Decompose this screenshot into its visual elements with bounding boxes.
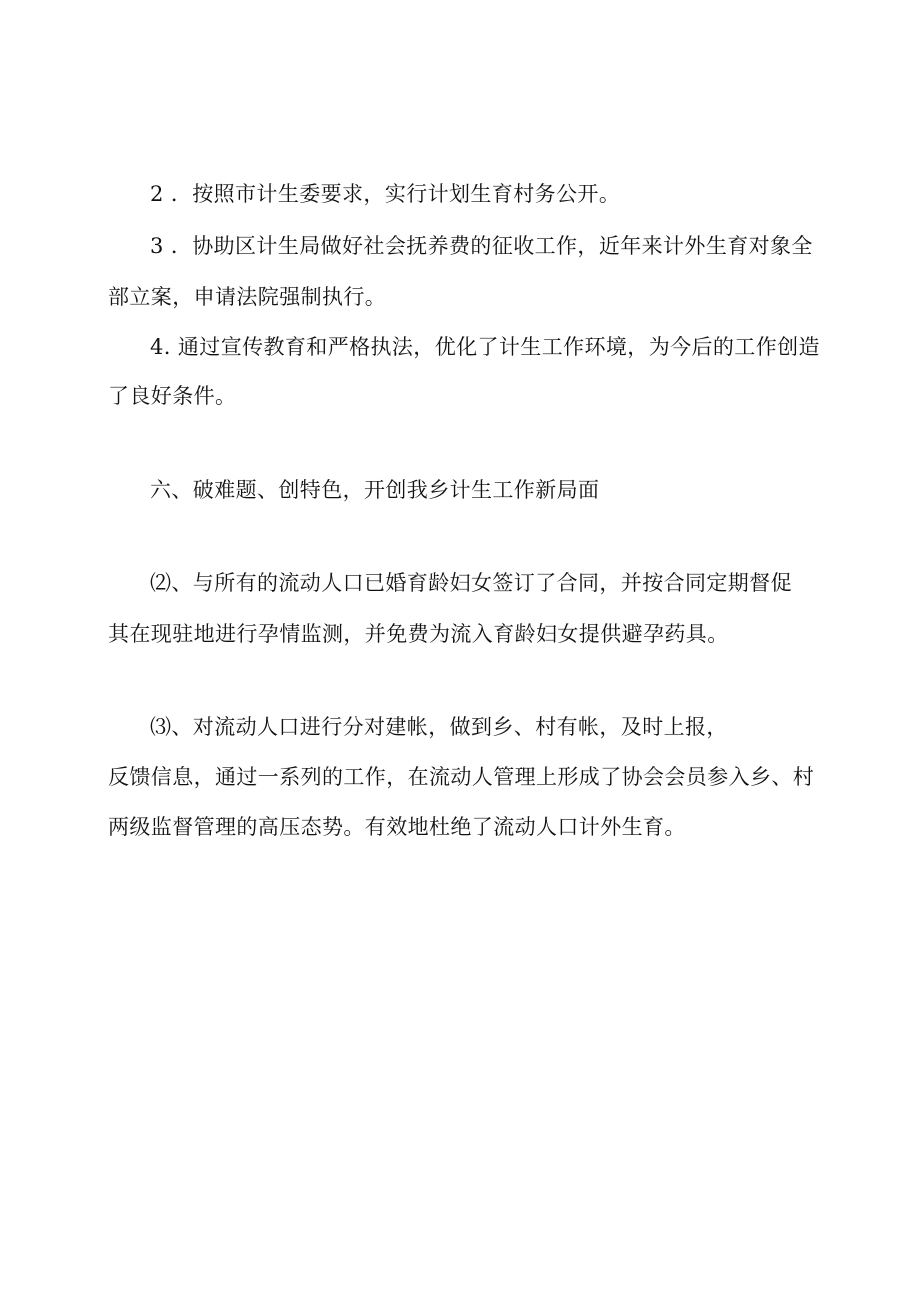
paragraph-3-line-2: 反馈信息，通过一系列的工作，在流动人管理上形成了协会会员参入乡、村 bbox=[108, 765, 815, 789]
paragraph-2-line-2: 其在现驻地进行孕情监测，并免费为流入育龄妇女提供避孕药具。 bbox=[108, 622, 729, 646]
paragraph-3-line-3: 两级监督管理的高压态势。有效地杜绝了流动人口计外生育。 bbox=[108, 815, 686, 839]
paragraph-item-2-line-1: 2 ．按照市计生委要求，实行计划生育村务公开。 bbox=[150, 182, 621, 206]
paragraph-item-4-line-1: 4. 通过宣传教育和严格执法，优化了计生工作环境，为今后的工作创造 bbox=[150, 335, 820, 359]
paragraph-item-3-line-1: 3 ．协助区计生局做好社会抚养费的征收工作，近年来计外生育对象全 bbox=[150, 234, 813, 258]
paragraph-2-line-1: ⑵、与所有的流动人口已婚育龄妇女签订了合同，并按合同定期督促 bbox=[150, 571, 792, 595]
section-heading: 六、破难题、创特色，开创我乡计生工作新局面 bbox=[150, 478, 600, 502]
paragraph-3-line-1: ⑶、对流动人口进行分对建帐，做到乡、村有帐，及时上报， bbox=[150, 715, 728, 739]
paragraph-item-4-line-2: 了良好条件。 bbox=[108, 384, 237, 408]
paragraph-item-3-line-2: 部立案，申请法院强制执行。 bbox=[108, 285, 387, 309]
